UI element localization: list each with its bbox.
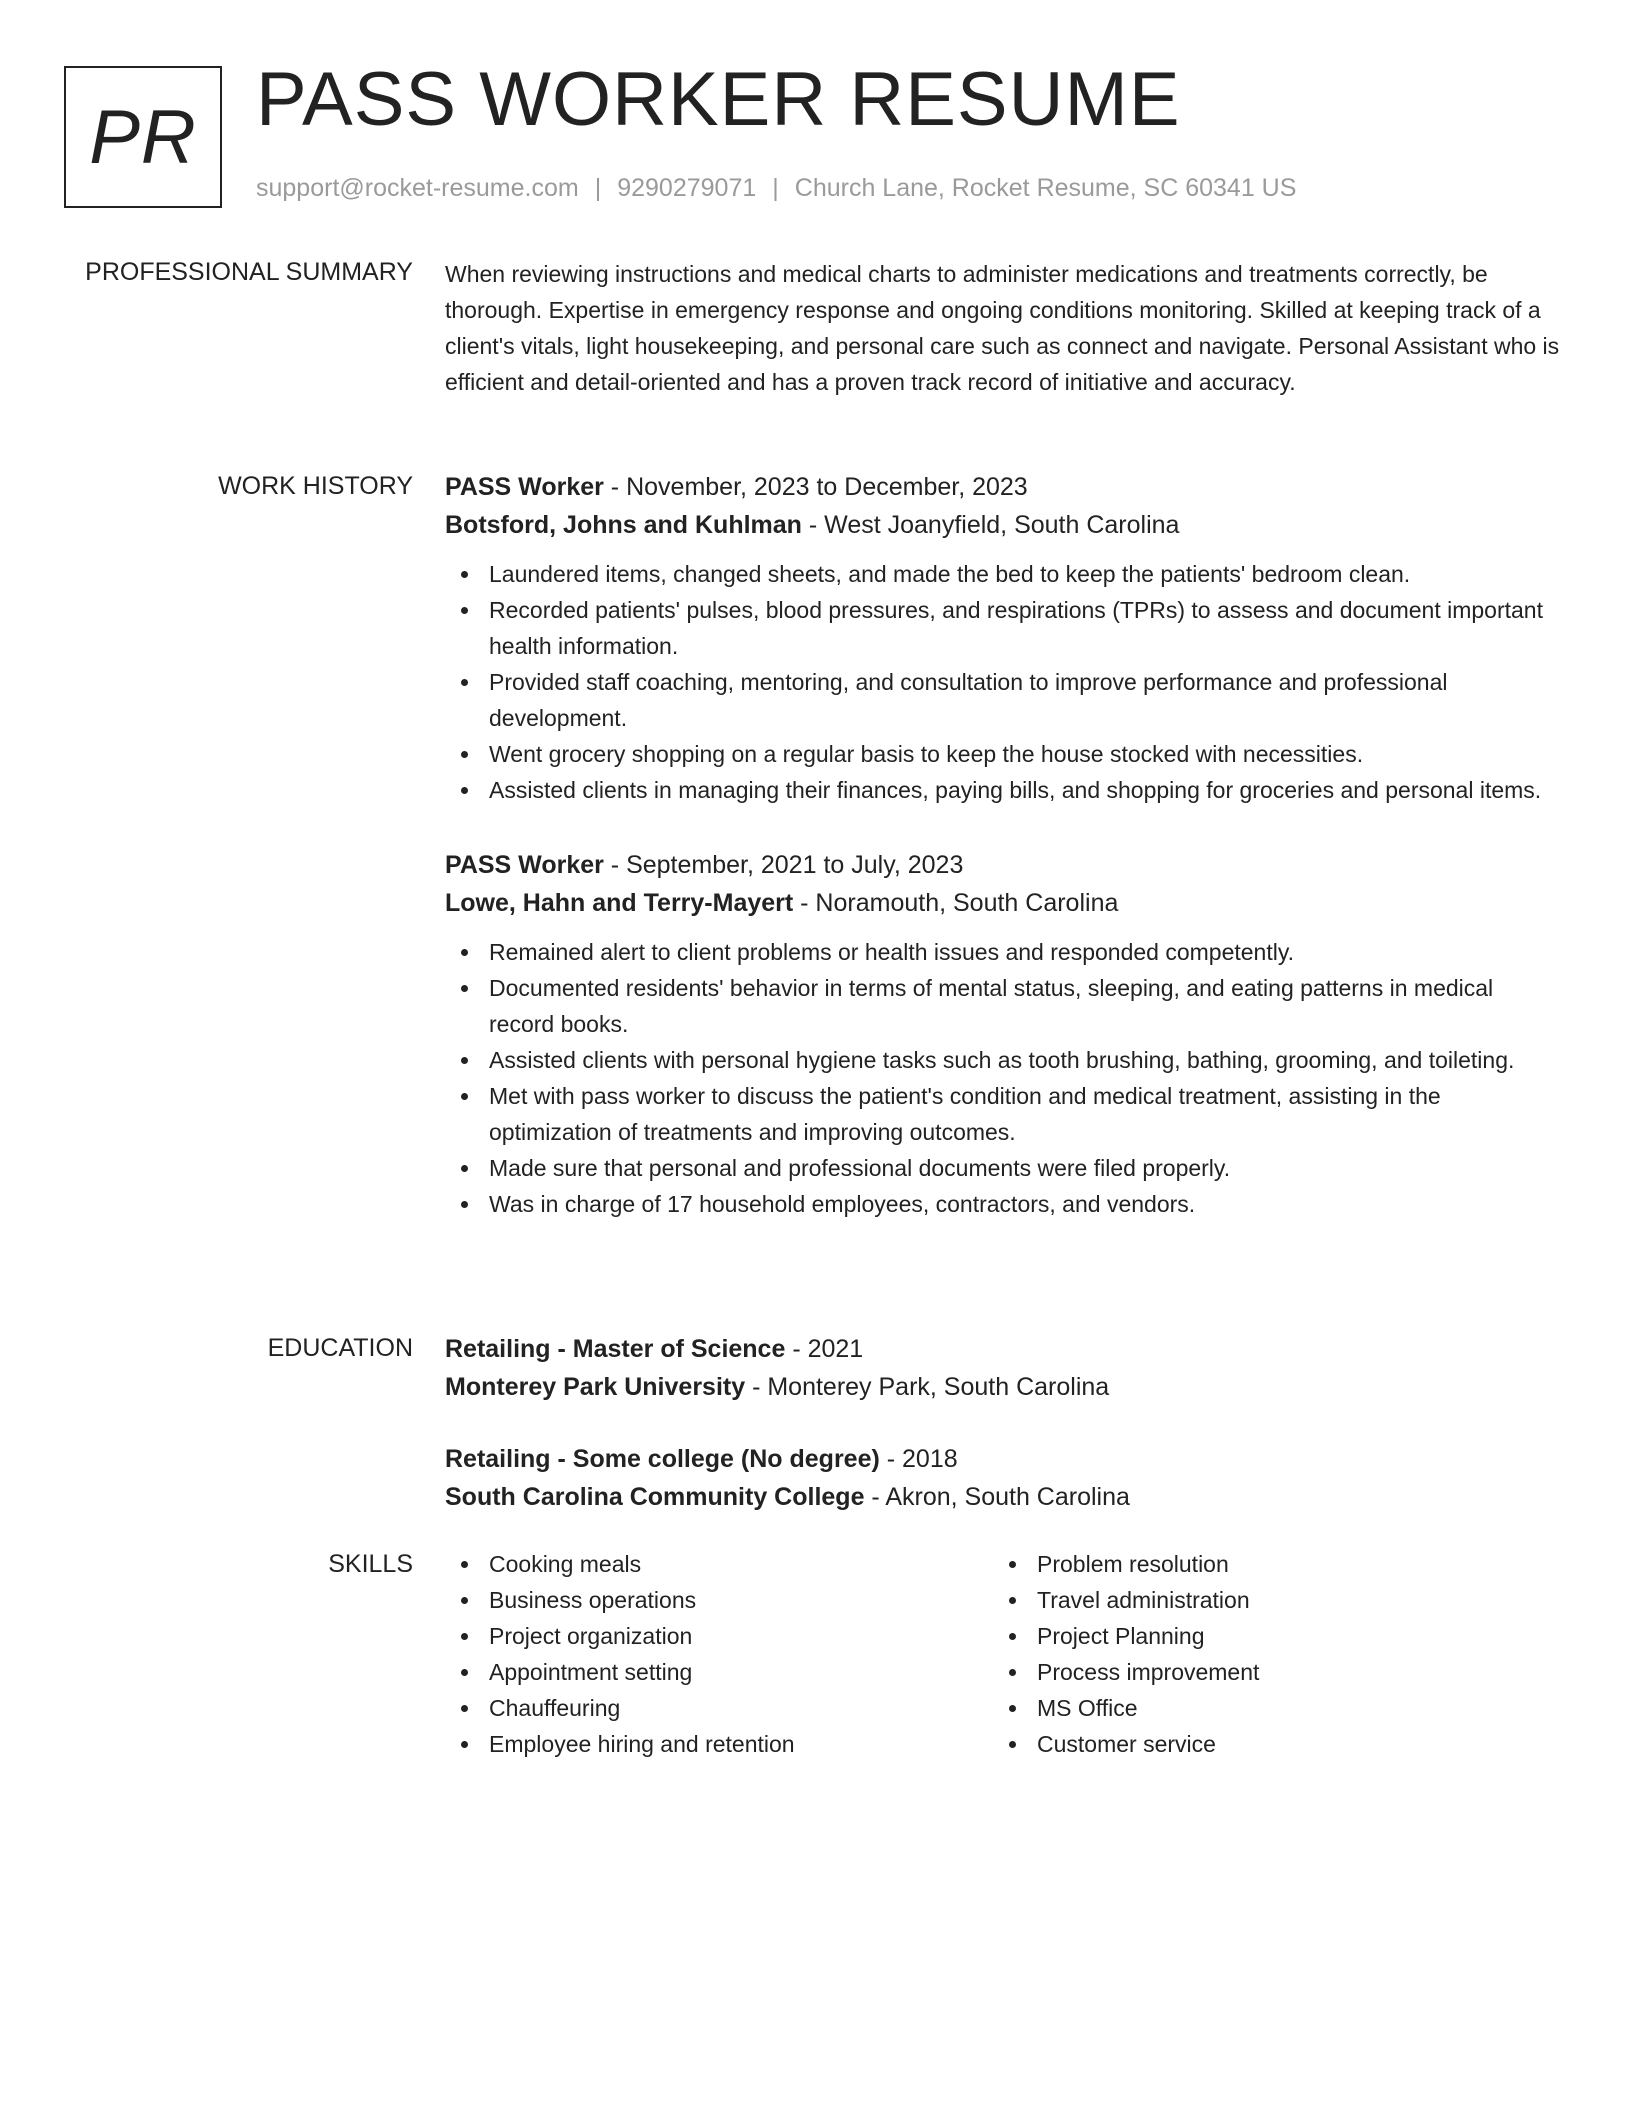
- job-title-line: [445, 468, 1563, 506]
- skill-item: Business operations: [445, 1582, 993, 1618]
- summary-body: [445, 256, 1563, 400]
- skill-item: MS Office: [993, 1690, 1541, 1726]
- job-company: Botsford, Johns and Kuhlman: [445, 511, 802, 539]
- job-duty-item: Met with pass worker to discuss the patient's condition and medical treatment, assisting in the optimization of treatments and improving outcomes.: [445, 1078, 1563, 1150]
- job-duty-item: Went grocery shopping on a regular basis to keep the house stocked with necessities.: [445, 736, 1563, 772]
- skills-list-right: [993, 1546, 1541, 1762]
- job-duty-item: Made sure that personal and professional documents were filed properly.: [445, 1150, 1563, 1186]
- job-duties-list: [445, 556, 1563, 808]
- job-entry: [445, 846, 1563, 1222]
- job-dates: - September, 2021 to July, 2023: [603, 851, 964, 879]
- job-title-line: [445, 846, 1563, 884]
- job-duty-item: Assisted clients with personal hygiene tasks such as tooth brushing, bathing, grooming, and toileting.: [445, 1042, 1563, 1078]
- contact-line: [256, 174, 1296, 203]
- skill-item: Chauffeuring: [445, 1690, 993, 1726]
- skill-item: Project organization: [445, 1618, 993, 1654]
- education-entry: [445, 1440, 1563, 1516]
- skill-item: Customer service: [993, 1726, 1541, 1762]
- section-label-education: EDUCATION: [267, 1334, 413, 1362]
- education-degree: Retailing - Some college (No degree): [445, 1445, 880, 1473]
- education-school-line: [445, 1478, 1563, 1516]
- section-label-work-history: WORK HISTORY: [218, 472, 413, 500]
- contact-address: Church Lane, Rocket Resume, SC 60341 US: [794, 174, 1297, 202]
- education-location: - Monterey Park, South Carolina: [745, 1373, 1110, 1401]
- education-degree: Retailing - Master of Science: [445, 1335, 786, 1363]
- education-year: - 2018: [879, 1445, 958, 1473]
- job-title: PASS Worker: [445, 851, 604, 879]
- job-company-line: [445, 506, 1563, 544]
- job-title: PASS Worker: [445, 473, 604, 501]
- skill-item: Cooking meals: [445, 1546, 993, 1582]
- resume-title: PASS WORKER RESUME: [256, 57, 1181, 142]
- section-label-skills: SKILLS: [328, 1550, 413, 1578]
- skill-item: Appointment setting: [445, 1654, 993, 1690]
- education-entry: [445, 1330, 1563, 1406]
- job-location: - Noramouth, South Carolina: [793, 889, 1119, 917]
- skill-item: Employee hiring and retention: [445, 1726, 993, 1762]
- contact-phone: 9290279071: [617, 174, 757, 202]
- education-location: - Akron, South Carolina: [864, 1483, 1130, 1511]
- education-degree-line: [445, 1330, 1563, 1368]
- job-duty-item: Recorded patients' pulses, blood pressures, and respirations (TPRs) to assess and document important health information.: [445, 592, 1563, 664]
- job-duty-item: Provided staff coaching, mentoring, and consultation to improve performance and professional development.: [445, 664, 1563, 736]
- job-duty-item: Documented residents' behavior in terms of mental status, sleeping, and eating patterns in medical record books.: [445, 970, 1563, 1042]
- education-school: Monterey Park University: [445, 1373, 746, 1401]
- education-year: - 2021: [785, 1335, 864, 1363]
- monogram-badge: [64, 66, 222, 208]
- skills-list-left: [445, 1546, 993, 1762]
- job-company-line: [445, 884, 1563, 922]
- job-duties-list: [445, 934, 1563, 1222]
- skill-item: Process improvement: [993, 1654, 1541, 1690]
- job-entry: [445, 468, 1563, 808]
- skill-item: Travel administration: [993, 1582, 1541, 1618]
- monogram-initials: PR: [89, 94, 197, 180]
- job-dates: - November, 2023 to December, 2023: [603, 473, 1028, 501]
- job-duty-item: Assisted clients in managing their finances, paying bills, and shopping for groceries and personal items.: [445, 772, 1563, 808]
- skill-item: Project Planning: [993, 1618, 1541, 1654]
- job-duty-item: Remained alert to client problems or health issues and responded competently.: [445, 934, 1563, 970]
- job-location: - West Joanyfield, South Carolina: [801, 511, 1180, 539]
- education-degree-line: [445, 1440, 1563, 1478]
- job-duty-item: Was in charge of 17 household employees, contractors, and vendors.: [445, 1186, 1563, 1222]
- contact-separator: |: [772, 174, 779, 202]
- education-school: South Carolina Community College: [445, 1483, 865, 1511]
- contact-separator: |: [594, 174, 602, 202]
- work-history-body: [445, 468, 1563, 1222]
- job-duty-item: Laundered items, changed sheets, and made the bed to keep the patients' bedroom clean.: [445, 556, 1563, 592]
- education-school-line: [445, 1368, 1563, 1406]
- skills-body: [445, 1546, 1563, 1762]
- skill-item: Problem resolution: [993, 1546, 1541, 1582]
- section-label-summary: PROFESSIONAL SUMMARY: [85, 258, 413, 286]
- summary-text: When reviewing instructions and medical charts to administer medications and treatments correctly, be thorough. Expertise in emergency response and ongoing conditions monitoring. Skilled at keeping track of a client's vitals, light housekeeping, and personal care such as connect and navigate. Personal Assistant who is efficient and detail-oriented and has a proven track record of initiative and accuracy.: [445, 261, 1560, 395]
- education-body: [445, 1330, 1563, 1516]
- job-company: Lowe, Hahn and Terry-Mayert: [445, 889, 794, 917]
- contact-email: support@rocket-resume.com: [256, 174, 579, 202]
